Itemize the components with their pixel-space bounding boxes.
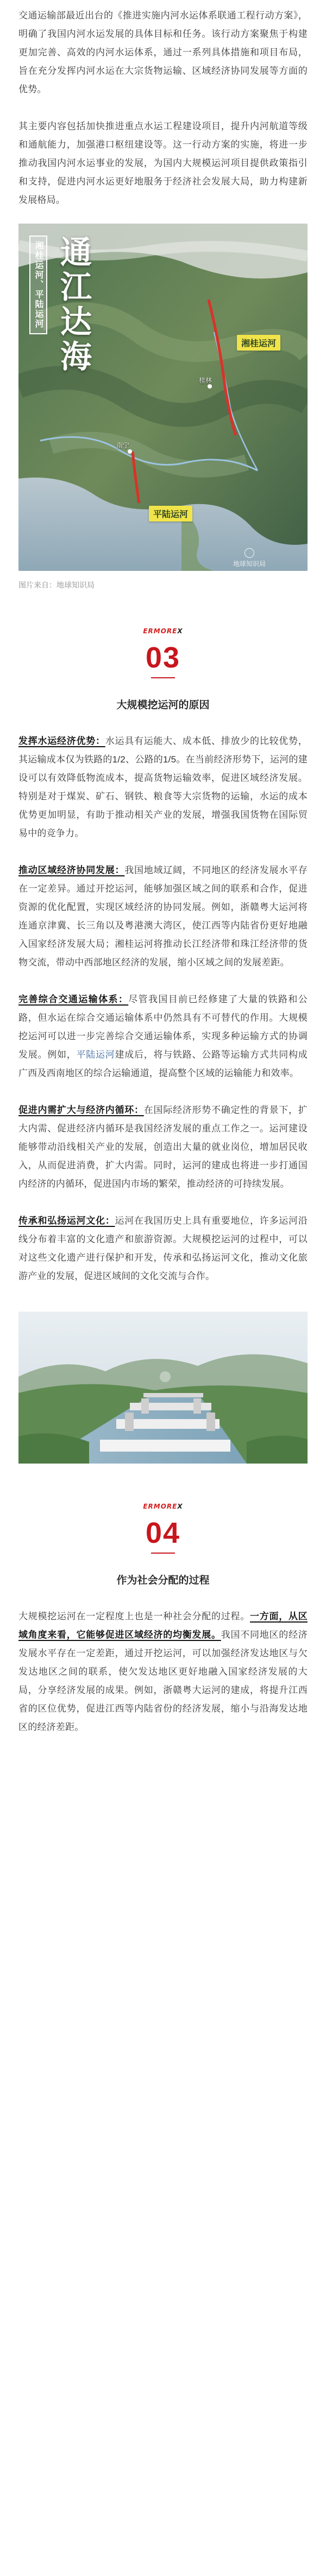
paragraph-body: 我国不同地区的经济发展水平存在一定差距，通过开挖运河，可以加强经济发达地区与欠发达地区之间的联系，使欠发达地区更好地融入国家经济发展的大局，分享经济发展的成果。例如，浙赣粤大运河的建成，将提升江西省的区位优势，促进江西等内陆省份的经济发展，缩小与沿海发达地区的经济差距。 [18,1630,308,1732]
section-number: 04 [145,1517,181,1549]
place-guilin: 桂林 [199,377,212,384]
intro-paragraph-1: 交通运输部最近出台的《推进实施内河水运体系联通工程行动方案》，明确了我国内河水运发展的具体目标和任务。该行动方案聚焦于构建更加完善、高效的内河水运体系，通过一系列具体措施和项目布局，旨在充分发挥内河水运在大宗货物运输、区域经济协同发展等方面的优势。 [18,10,308,94]
section-03-header [0,626,326,711]
section-04-paragraph [18,1607,308,1737]
brand-logo [143,1503,183,1510]
section-04-header [0,1502,326,1587]
map-subtitle-box [29,236,47,334]
map-subtitle: 湘桂运河、平陆运河 [34,241,43,329]
section-title: 大规模挖运河的原因 [116,699,210,711]
section-title: 作为社会分配的过程 [116,1575,210,1586]
watermark-text: 地球知识局 [233,560,266,568]
map-title-block [29,236,283,374]
reason-body: 运河在我国历史上具有重要地位，许多运河沿线分布着丰富的文化遗产和旅游资源。大规模挖运河的过程中，可以对这些文化遗产进行保护和开发，传承和弘扬运河文化，推动文化旅游产业的发展，促进区域间的文化交流与合作。 [18,1216,308,1281]
globe-icon [244,548,254,558]
label-pinglu-canal [149,506,192,521]
reason-item [18,861,308,972]
map-watermark [233,548,266,568]
map-title: 通江达海 [55,236,92,374]
reason-body-before: 尽管我国目前已经修建了大量的铁路和公路，但水运在综合交通运输体系中仍然具有不可替代的作用。大规模挖运河可以进一步完善综合交通运输体系，实现多种运输方式的协调发展。例如， [18,994,308,1060]
brand-name: ERMORE [143,1503,178,1510]
reason-body: 水运具有运能大、成本低、排放少的比较优势，其运输成本仅为铁路的1/2、公路的1/5。在当前经济形势下，运河的建设可以有效降低物流成本，提高货物运输效率，促进区域经济发展。特别是对于煤炭、矿石、钢铁、粮食等大宗货物的运输，水运的成本优势更加明显，有助于推动相关产业的发展，增强我国货物在国际贸易中的竞争力。 [18,736,308,838]
canal-aerial-photo[interactable] [18,1312,308,1464]
paragraph-emphasis: 一方面，从区域角度来看，它能够促进区域经济的均衡发展。 [18,1611,308,1640]
reason-lead: 推动区域经济协同发展： [18,865,125,875]
intro-paragraph-2: 其主要内容包括加快推进重点水运工程建设项目，提升内河航道等级和通航能力，加强港口枢纽建设等。这一行动方案的实施，将进一步推动我国内河水运事业的发展，为国内大规模运河项目提供政策指引和支持，促进内河水运更好地服务于经济社会发展大局，助力构建新发展格局。 [18,121,308,205]
canal-map-image[interactable] [18,224,308,571]
reason-lead: 发挥水运经济优势： [18,736,105,746]
reason-item [18,1212,308,1286]
map-caption: 图片来自：地球知识局 [18,581,95,589]
canal-illustration [18,1312,308,1464]
brand-suffix: X [177,627,183,635]
reason-lead: 完善综合交通运输体系： [18,994,129,1004]
reason-item [18,1101,308,1193]
reason-item [18,732,308,843]
reason-body-after: 建成后，将与铁路、公路等运输方式共同构成广西及西南地区的综合运输通道，提高整个区域的运输能力和效率。 [18,1050,308,1078]
brand-name: ERMORE [143,627,178,635]
place-nanning: 南宁 [116,442,130,449]
section-divider [151,677,175,678]
reason-lead: 传承和弘扬运河文化： [18,1216,115,1226]
reason-body: 在国际经济形势不确定性的背景下，扩大内需、促进经济内循环是我国经济发展的重点工作之一。运河建设能够带动沿线相关产业的发展，创造出大量的就业岗位，增加居民收入，从而促进消费，扩大内需。同时，运河的建成也将进一步打通国内经济的内循环，促进国内市场的繁荣，推动经济的可持续发展。 [18,1105,308,1189]
label-xianggui-canal [237,335,280,351]
brand-logo [143,627,183,635]
pinglu-canal-link[interactable]: 平陆运河 [76,1050,115,1060]
reason-body: 我国地域辽阔，不同地区的经济发展水平存在一定差异。通过开挖运河，能够加强区域之间的联系和合作，促进资源的优化配置，实现区域经济的协同发展。例如，浙赣粤大运河将连通京津冀、长三角以及粤港澳大湾区，使江西等内陆省份更好地融入国家经济发展大局；湘桂运河将推动长江经济带和珠江经济带的货物交流，带动中西部地区经济的发展，缩小区域之间的发展差距。 [18,865,308,968]
reason-item [18,990,308,1083]
label-pinglu-text: 平陆运河 [153,510,189,519]
article-page [0,7,326,2576]
brand-suffix: X [177,1503,183,1510]
section-number: 03 [145,641,181,674]
section-divider [151,1553,175,1554]
paragraph-intro: 大规模挖运河在一定程度上也是一种社会分配的过程。 [18,1611,250,1621]
reason-lead: 促进内需扩大与经济内循环： [18,1105,144,1115]
label-xianggui-text: 湘桂运河 [241,339,277,348]
